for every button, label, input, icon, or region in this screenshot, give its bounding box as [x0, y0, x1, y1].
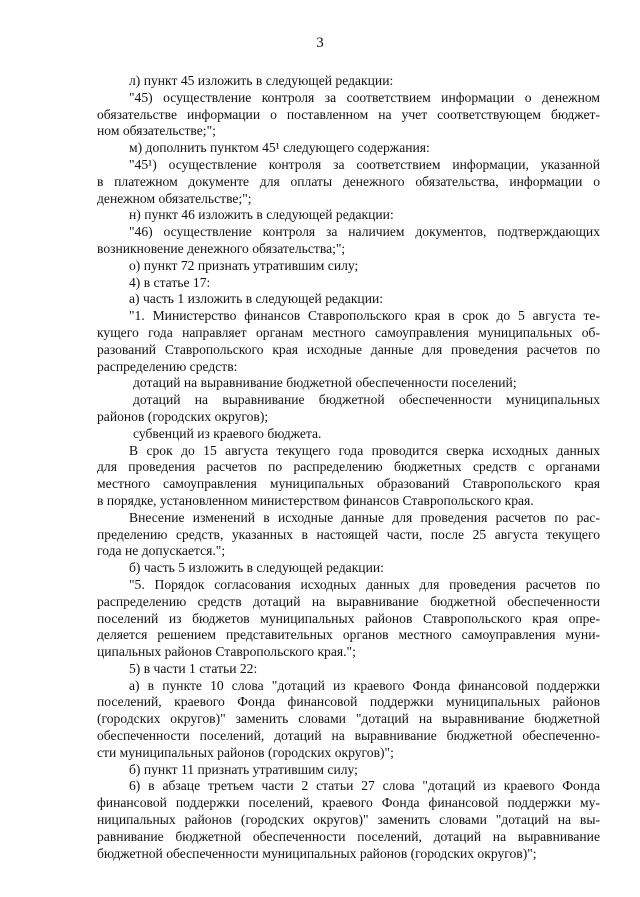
text-line: денежном обязательстве;";: [97, 190, 252, 206]
page-number: 3: [316, 35, 324, 51]
text-line: поселений из бюджетов муниципальных районов Ставропольского края опре-: [97, 610, 600, 626]
text-line: разований Ставропольского края исходные данные для проведения расчетов по: [97, 341, 600, 357]
text-line: местного самоуправления муниципальных образований Ставропольского края: [97, 476, 600, 492]
text-line: субвенций из краевого бюджета.: [133, 425, 322, 441]
text-line: районов (городских округов);: [97, 408, 269, 424]
text-line: м) дополнить пунктом 45¹ следующего содержания:: [129, 140, 430, 156]
text-line: обязательстве информации о поставленном на учет соответствующем бюджет-: [97, 106, 600, 122]
text-line: 4) в статье 17:: [129, 274, 211, 290]
text-line: кущего года направляет органам местного самоуправления муниципальных об-: [97, 324, 600, 340]
text-line: бюджетной обеспеченности муниципальных районов (городских округов)";: [97, 845, 537, 861]
text-line: деляется решением представительных органов местного самоуправления муни-: [97, 627, 600, 643]
text-line: а) в пункте 10 слова "дотаций из краевого Фонда финансовой поддержки: [129, 677, 600, 693]
text-line: б) часть 5 изложить в следующей редакции:: [129, 560, 384, 576]
text-line: распределению средств:: [97, 358, 238, 374]
text-line: ном обязательстве;";: [97, 123, 216, 139]
document-body: [97, 73, 600, 862]
text-line: в платежном документе для оплаты денежного обязательства, информации о: [97, 173, 600, 189]
text-line: в порядке, установленном министерством финансов Ставропольского края.: [97, 492, 534, 508]
text-line: л) пункт 45 изложить в следующей редакции:: [129, 73, 394, 88]
text-line: ниципальных районов (городских округов)" заменить словами "дотаций на вы-: [97, 812, 600, 828]
text-line: 6) в абзаце третьем части 2 статьи 27 слова "дотаций из краевого Фонда: [129, 778, 600, 794]
text-line: равнивание бюджетной обеспеченности поселений, дотаций на выравнивание: [97, 828, 600, 844]
text-line: В срок до 15 августа текущего года проводится сверка исходных данных: [129, 442, 600, 458]
text-line: н) пункт 46 изложить в следующей редакции:: [129, 207, 394, 223]
text-line: "46) осуществление контроля за наличием документов, подтверждающих: [129, 224, 600, 240]
text-line: поселений, краевого Фонда финансовой поддержки муниципальных районов: [97, 694, 600, 710]
text-line: 5) в части 1 статьи 22:: [129, 660, 258, 676]
text-line: о) пункт 72 признать утратившим силу;: [129, 257, 359, 273]
text-line: возникновение денежного обязательства;";: [97, 240, 346, 256]
text-line: (городских округов)" заменить словами "дотаций на выравнивание бюджетной: [97, 711, 600, 727]
text-line: б) пункт 11 признать утратившим силу;: [129, 761, 358, 777]
text-line: дотаций на выравнивание бюджетной обеспеченности поселений;: [133, 375, 517, 391]
text-line: года не допускается.";: [97, 543, 226, 559]
text-line: а) часть 1 изложить в следующей редакции:: [129, 291, 384, 307]
text-line: "45) осуществление контроля за соответствием информации о денежном: [129, 89, 600, 105]
text-line: обеспеченности поселений, дотаций на выравнивание бюджетной обеспеченно-: [97, 728, 600, 744]
text-line: "5. Порядок согласования исходных данных для проведения расчетов по: [129, 576, 600, 592]
text-line: ципальных районов Ставропольского края.";: [97, 644, 356, 660]
text-line: Внесение изменений в исходные данные для проведения расчетов по рас-: [129, 509, 600, 525]
text-line: "1. Министерство финансов Ставропольского края в срок до 5 августа те-: [129, 308, 600, 324]
text-line: "45¹) осуществление контроля за соответствием информации, указанной: [129, 156, 600, 172]
text-line: финансовой поддержки поселений, краевого Фонда финансовой поддержки му-: [97, 795, 600, 811]
text-line: пределению средств, указанных в настоящей части, после 25 августа текущего: [97, 526, 600, 542]
text-line: сти муниципальных районов (городских округов)";: [97, 744, 394, 760]
text-line: распределению средств дотаций на выравнивание бюджетной обеспеченности: [97, 593, 600, 609]
text-line: дотаций на выравнивание бюджетной обеспеченности муниципальных: [133, 392, 600, 408]
text-line: для проведения расчетов по распределению бюджетных средств с органами: [97, 459, 600, 475]
